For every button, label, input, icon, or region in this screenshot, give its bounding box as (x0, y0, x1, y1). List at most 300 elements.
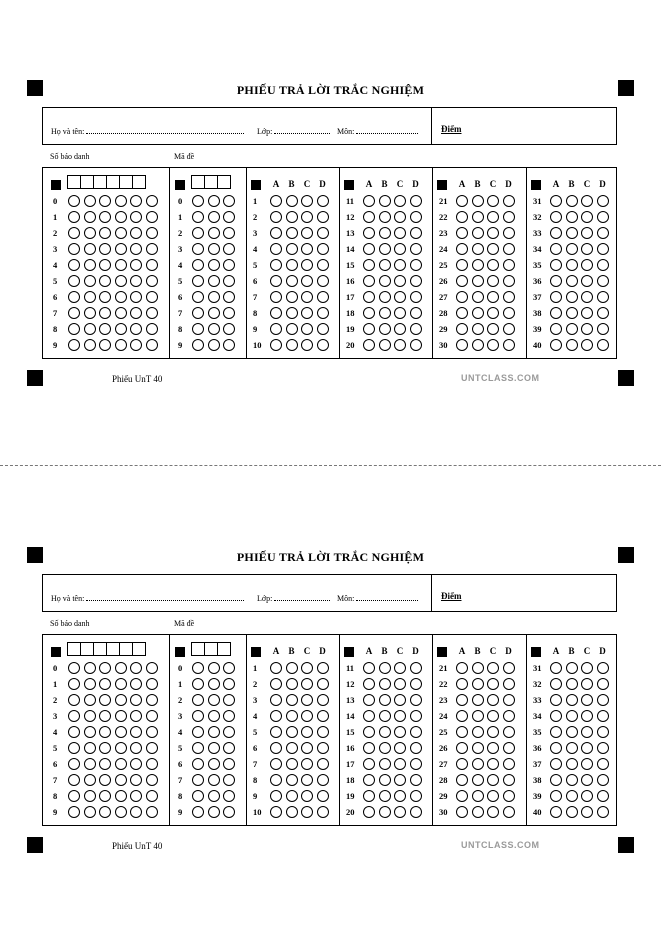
answer-bubble-c[interactable] (581, 211, 593, 223)
digit-bubble[interactable] (115, 678, 127, 690)
answer-bubble-a[interactable] (550, 694, 562, 706)
digit-bubble[interactable] (99, 243, 111, 255)
digit-bubble[interactable] (115, 710, 127, 722)
answer-bubble-b[interactable] (286, 694, 298, 706)
answer-bubble-b[interactable] (472, 307, 484, 319)
digit-bubble[interactable] (68, 694, 80, 706)
answer-bubble-a[interactable] (363, 758, 375, 770)
answer-bubble-c[interactable] (487, 758, 499, 770)
digit-bubble[interactable] (99, 275, 111, 287)
answer-bubble-b[interactable] (472, 339, 484, 351)
answer-bubble-a[interactable] (456, 211, 468, 223)
answer-bubble-a[interactable] (456, 742, 468, 754)
answer-bubble-c[interactable] (301, 774, 313, 786)
answer-bubble-b[interactable] (379, 227, 391, 239)
digit-bubble[interactable] (223, 806, 235, 818)
digit-bubble[interactable] (146, 291, 158, 303)
answer-bubble-b[interactable] (286, 790, 298, 802)
answer-bubble-b[interactable] (566, 339, 578, 351)
answer-bubble-a[interactable] (270, 774, 282, 786)
digit-bubble[interactable] (146, 694, 158, 706)
id-digit-box[interactable] (80, 642, 94, 656)
digit-bubble[interactable] (84, 662, 96, 674)
answer-bubble-d[interactable] (317, 710, 329, 722)
digit-bubble[interactable] (192, 726, 204, 738)
answer-bubble-c[interactable] (581, 275, 593, 287)
answer-bubble-d[interactable] (597, 742, 609, 754)
answer-bubble-a[interactable] (363, 275, 375, 287)
answer-bubble-c[interactable] (487, 259, 499, 271)
answer-bubble-a[interactable] (550, 790, 562, 802)
answer-bubble-b[interactable] (566, 227, 578, 239)
digit-bubble[interactable] (146, 806, 158, 818)
class-blank[interactable] (274, 126, 330, 134)
code-digit-box[interactable] (204, 642, 218, 656)
answer-bubble-d[interactable] (410, 710, 422, 722)
answer-bubble-c[interactable] (301, 259, 313, 271)
answer-bubble-c[interactable] (581, 774, 593, 786)
digit-bubble[interactable] (115, 243, 127, 255)
answer-bubble-c[interactable] (394, 790, 406, 802)
digit-bubble[interactable] (99, 790, 111, 802)
answer-bubble-b[interactable] (286, 323, 298, 335)
name-field[interactable] (51, 126, 244, 136)
digit-bubble[interactable] (223, 243, 235, 255)
answer-bubble-a[interactable] (550, 243, 562, 255)
digit-bubble[interactable] (146, 710, 158, 722)
answer-bubble-a[interactable] (270, 790, 282, 802)
digit-bubble[interactable] (208, 243, 220, 255)
digit-bubble[interactable] (146, 790, 158, 802)
answer-bubble-a[interactable] (270, 323, 282, 335)
answer-bubble-d[interactable] (410, 323, 422, 335)
digit-bubble[interactable] (68, 726, 80, 738)
digit-bubble[interactable] (223, 227, 235, 239)
answer-bubble-c[interactable] (487, 307, 499, 319)
answer-bubble-a[interactable] (550, 291, 562, 303)
answer-bubble-c[interactable] (487, 742, 499, 754)
answer-bubble-d[interactable] (503, 307, 515, 319)
answer-bubble-d[interactable] (503, 291, 515, 303)
answer-bubble-a[interactable] (456, 243, 468, 255)
digit-bubble[interactable] (192, 259, 204, 271)
digit-bubble[interactable] (68, 291, 80, 303)
answer-bubble-c[interactable] (487, 694, 499, 706)
answer-bubble-d[interactable] (597, 259, 609, 271)
answer-bubble-c[interactable] (394, 710, 406, 722)
digit-bubble[interactable] (99, 806, 111, 818)
answer-bubble-c[interactable] (301, 211, 313, 223)
class-field[interactable] (257, 126, 330, 136)
answer-bubble-a[interactable] (550, 726, 562, 738)
digit-bubble[interactable] (84, 774, 96, 786)
digit-bubble[interactable] (115, 339, 127, 351)
answer-bubble-a[interactable] (363, 774, 375, 786)
digit-bubble[interactable] (208, 227, 220, 239)
id-digit-box[interactable] (119, 175, 133, 189)
digit-bubble[interactable] (99, 195, 111, 207)
answer-bubble-d[interactable] (317, 291, 329, 303)
digit-bubble[interactable] (146, 195, 158, 207)
answer-bubble-b[interactable] (472, 243, 484, 255)
digit-bubble[interactable] (115, 742, 127, 754)
answer-bubble-c[interactable] (394, 742, 406, 754)
answer-bubble-a[interactable] (456, 291, 468, 303)
answer-bubble-c[interactable] (394, 243, 406, 255)
answer-bubble-a[interactable] (550, 339, 562, 351)
answer-bubble-b[interactable] (566, 774, 578, 786)
answer-bubble-b[interactable] (286, 742, 298, 754)
answer-bubble-a[interactable] (550, 742, 562, 754)
answer-bubble-c[interactable] (301, 227, 313, 239)
answer-bubble-b[interactable] (379, 291, 391, 303)
digit-bubble[interactable] (130, 339, 142, 351)
answer-bubble-a[interactable] (270, 211, 282, 223)
digit-bubble[interactable] (99, 259, 111, 271)
digit-bubble[interactable] (208, 726, 220, 738)
answer-bubble-b[interactable] (379, 726, 391, 738)
answer-bubble-d[interactable] (410, 694, 422, 706)
answer-bubble-a[interactable] (550, 323, 562, 335)
name-blank[interactable] (86, 126, 244, 134)
answer-bubble-a[interactable] (550, 275, 562, 287)
answer-bubble-d[interactable] (410, 243, 422, 255)
answer-bubble-d[interactable] (317, 678, 329, 690)
answer-bubble-d[interactable] (317, 227, 329, 239)
digit-bubble[interactable] (84, 291, 96, 303)
answer-bubble-a[interactable] (270, 291, 282, 303)
digit-bubble[interactable] (130, 774, 142, 786)
answer-bubble-b[interactable] (379, 323, 391, 335)
answer-bubble-a[interactable] (270, 710, 282, 722)
digit-bubble[interactable] (146, 758, 158, 770)
digit-bubble[interactable] (84, 742, 96, 754)
answer-bubble-d[interactable] (317, 339, 329, 351)
answer-bubble-a[interactable] (456, 678, 468, 690)
answer-bubble-d[interactable] (597, 291, 609, 303)
answer-bubble-d[interactable] (503, 323, 515, 335)
answer-bubble-d[interactable] (503, 211, 515, 223)
answer-bubble-a[interactable] (456, 259, 468, 271)
answer-bubble-d[interactable] (410, 806, 422, 818)
answer-bubble-d[interactable] (317, 195, 329, 207)
digit-bubble[interactable] (68, 806, 80, 818)
digit-bubble[interactable] (115, 259, 127, 271)
answer-bubble-c[interactable] (301, 662, 313, 674)
answer-bubble-a[interactable] (270, 195, 282, 207)
digit-bubble[interactable] (208, 790, 220, 802)
answer-bubble-b[interactable] (286, 678, 298, 690)
digit-bubble[interactable] (208, 211, 220, 223)
answer-bubble-b[interactable] (472, 195, 484, 207)
digit-bubble[interactable] (84, 806, 96, 818)
digit-bubble[interactable] (68, 275, 80, 287)
digit-bubble[interactable] (223, 211, 235, 223)
digit-bubble[interactable] (146, 243, 158, 255)
answer-bubble-a[interactable] (363, 678, 375, 690)
digit-bubble[interactable] (99, 227, 111, 239)
digit-bubble[interactable] (99, 774, 111, 786)
digit-bubble[interactable] (130, 678, 142, 690)
answer-bubble-d[interactable] (317, 694, 329, 706)
answer-bubble-a[interactable] (550, 307, 562, 319)
answer-bubble-a[interactable] (270, 259, 282, 271)
answer-bubble-d[interactable] (410, 275, 422, 287)
answer-bubble-d[interactable] (597, 339, 609, 351)
digit-bubble[interactable] (68, 323, 80, 335)
digit-bubble[interactable] (68, 790, 80, 802)
answer-bubble-d[interactable] (317, 742, 329, 754)
digit-bubble[interactable] (68, 307, 80, 319)
answer-bubble-b[interactable] (566, 195, 578, 207)
answer-bubble-c[interactable] (394, 323, 406, 335)
digit-bubble[interactable] (115, 275, 127, 287)
digit-bubble[interactable] (130, 243, 142, 255)
answer-bubble-a[interactable] (550, 195, 562, 207)
answer-bubble-a[interactable] (363, 806, 375, 818)
digit-bubble[interactable] (68, 678, 80, 690)
answer-bubble-b[interactable] (472, 742, 484, 754)
answer-bubble-d[interactable] (503, 694, 515, 706)
answer-bubble-d[interactable] (317, 662, 329, 674)
answer-bubble-a[interactable] (550, 710, 562, 722)
answer-bubble-d[interactable] (597, 758, 609, 770)
answer-bubble-d[interactable] (317, 211, 329, 223)
digit-bubble[interactable] (115, 323, 127, 335)
digit-bubble[interactable] (146, 774, 158, 786)
digit-bubble[interactable] (192, 227, 204, 239)
answer-bubble-c[interactable] (301, 307, 313, 319)
answer-bubble-c[interactable] (581, 726, 593, 738)
answer-bubble-c[interactable] (581, 307, 593, 319)
answer-bubble-c[interactable] (301, 323, 313, 335)
answer-bubble-a[interactable] (456, 275, 468, 287)
id-digit-box[interactable] (132, 642, 146, 656)
answer-bubble-c[interactable] (487, 790, 499, 802)
answer-bubble-c[interactable] (487, 243, 499, 255)
answer-bubble-a[interactable] (363, 710, 375, 722)
answer-bubble-b[interactable] (566, 790, 578, 802)
answer-bubble-b[interactable] (379, 307, 391, 319)
answer-bubble-a[interactable] (363, 307, 375, 319)
digit-bubble[interactable] (146, 259, 158, 271)
answer-bubble-c[interactable] (581, 227, 593, 239)
digit-bubble[interactable] (223, 259, 235, 271)
digit-bubble[interactable] (130, 758, 142, 770)
answer-bubble-d[interactable] (503, 195, 515, 207)
digit-bubble[interactable] (192, 806, 204, 818)
answer-bubble-b[interactable] (566, 259, 578, 271)
answer-bubble-b[interactable] (566, 211, 578, 223)
digit-bubble[interactable] (68, 211, 80, 223)
digit-bubble[interactable] (208, 662, 220, 674)
digit-bubble[interactable] (223, 790, 235, 802)
answer-bubble-d[interactable] (503, 275, 515, 287)
digit-bubble[interactable] (192, 307, 204, 319)
answer-bubble-b[interactable] (379, 211, 391, 223)
answer-bubble-c[interactable] (581, 291, 593, 303)
digit-bubble[interactable] (146, 227, 158, 239)
digit-bubble[interactable] (223, 307, 235, 319)
answer-bubble-a[interactable] (550, 678, 562, 690)
digit-bubble[interactable] (130, 694, 142, 706)
answer-bubble-b[interactable] (379, 662, 391, 674)
answer-bubble-d[interactable] (503, 710, 515, 722)
answer-bubble-d[interactable] (503, 243, 515, 255)
answer-bubble-b[interactable] (379, 195, 391, 207)
answer-bubble-a[interactable] (363, 726, 375, 738)
answer-bubble-c[interactable] (301, 275, 313, 287)
answer-bubble-a[interactable] (363, 291, 375, 303)
digit-bubble[interactable] (146, 211, 158, 223)
answer-bubble-d[interactable] (597, 806, 609, 818)
digit-bubble[interactable] (115, 662, 127, 674)
answer-bubble-c[interactable] (394, 774, 406, 786)
answer-bubble-d[interactable] (317, 275, 329, 287)
answer-bubble-d[interactable] (503, 790, 515, 802)
answer-bubble-c[interactable] (301, 339, 313, 351)
digit-bubble[interactable] (223, 758, 235, 770)
answer-bubble-a[interactable] (456, 806, 468, 818)
digit-bubble[interactable] (192, 323, 204, 335)
digit-bubble[interactable] (99, 678, 111, 690)
answer-bubble-b[interactable] (286, 275, 298, 287)
answer-bubble-a[interactable] (270, 243, 282, 255)
answer-bubble-b[interactable] (379, 243, 391, 255)
answer-bubble-d[interactable] (597, 774, 609, 786)
digit-bubble[interactable] (192, 742, 204, 754)
answer-bubble-a[interactable] (456, 710, 468, 722)
digit-bubble[interactable] (208, 339, 220, 351)
answer-bubble-b[interactable] (379, 710, 391, 722)
answer-bubble-d[interactable] (597, 678, 609, 690)
answer-bubble-c[interactable] (487, 339, 499, 351)
digit-bubble[interactable] (115, 227, 127, 239)
id-digit-box[interactable] (119, 642, 133, 656)
answer-bubble-d[interactable] (410, 291, 422, 303)
id-digit-box[interactable] (106, 642, 120, 656)
answer-bubble-d[interactable] (503, 758, 515, 770)
answer-bubble-d[interactable] (597, 211, 609, 223)
digit-bubble[interactable] (192, 662, 204, 674)
subject-field[interactable] (337, 126, 418, 136)
id-digit-box[interactable] (106, 175, 120, 189)
answer-bubble-d[interactable] (410, 678, 422, 690)
digit-bubble[interactable] (130, 710, 142, 722)
digit-bubble[interactable] (208, 291, 220, 303)
digit-bubble[interactable] (130, 195, 142, 207)
digit-bubble[interactable] (223, 726, 235, 738)
digit-bubble[interactable] (130, 259, 142, 271)
digit-bubble[interactable] (192, 243, 204, 255)
digit-bubble[interactable] (115, 291, 127, 303)
digit-bubble[interactable] (146, 726, 158, 738)
answer-bubble-b[interactable] (566, 678, 578, 690)
digit-bubble[interactable] (68, 195, 80, 207)
answer-bubble-d[interactable] (317, 243, 329, 255)
digit-bubble[interactable] (208, 275, 220, 287)
answer-bubble-a[interactable] (363, 323, 375, 335)
answer-bubble-c[interactable] (301, 195, 313, 207)
digit-bubble[interactable] (192, 710, 204, 722)
answer-bubble-c[interactable] (581, 678, 593, 690)
digit-bubble[interactable] (208, 742, 220, 754)
answer-bubble-c[interactable] (581, 339, 593, 351)
subject-field[interactable] (337, 593, 418, 603)
answer-bubble-a[interactable] (270, 275, 282, 287)
answer-bubble-b[interactable] (566, 726, 578, 738)
answer-bubble-a[interactable] (363, 211, 375, 223)
answer-bubble-b[interactable] (566, 291, 578, 303)
code-digit-box[interactable] (217, 175, 231, 189)
answer-bubble-b[interactable] (472, 790, 484, 802)
answer-bubble-c[interactable] (487, 774, 499, 786)
digit-bubble[interactable] (223, 323, 235, 335)
answer-bubble-a[interactable] (456, 694, 468, 706)
digit-bubble[interactable] (146, 323, 158, 335)
digit-bubble[interactable] (208, 195, 220, 207)
digit-bubble[interactable] (223, 291, 235, 303)
answer-bubble-b[interactable] (286, 291, 298, 303)
digit-bubble[interactable] (208, 307, 220, 319)
answer-bubble-a[interactable] (456, 662, 468, 674)
answer-bubble-c[interactable] (394, 806, 406, 818)
answer-bubble-b[interactable] (566, 710, 578, 722)
digit-bubble[interactable] (130, 806, 142, 818)
digit-bubble[interactable] (130, 291, 142, 303)
code-digit-box[interactable] (217, 642, 231, 656)
answer-bubble-c[interactable] (301, 742, 313, 754)
answer-bubble-d[interactable] (597, 243, 609, 255)
digit-bubble[interactable] (84, 339, 96, 351)
digit-bubble[interactable] (68, 662, 80, 674)
answer-bubble-c[interactable] (394, 694, 406, 706)
answer-bubble-a[interactable] (456, 726, 468, 738)
answer-bubble-c[interactable] (394, 195, 406, 207)
answer-bubble-b[interactable] (379, 275, 391, 287)
answer-bubble-c[interactable] (394, 726, 406, 738)
digit-bubble[interactable] (192, 275, 204, 287)
answer-bubble-c[interactable] (487, 275, 499, 287)
digit-bubble[interactable] (99, 710, 111, 722)
answer-bubble-d[interactable] (410, 742, 422, 754)
digit-bubble[interactable] (146, 662, 158, 674)
answer-bubble-b[interactable] (286, 774, 298, 786)
digit-bubble[interactable] (99, 339, 111, 351)
answer-bubble-c[interactable] (301, 678, 313, 690)
answer-bubble-b[interactable] (379, 774, 391, 786)
answer-bubble-a[interactable] (456, 774, 468, 786)
answer-bubble-d[interactable] (410, 195, 422, 207)
answer-bubble-c[interactable] (487, 806, 499, 818)
answer-bubble-b[interactable] (566, 307, 578, 319)
answer-bubble-c[interactable] (581, 758, 593, 770)
answer-bubble-c[interactable] (394, 758, 406, 770)
answer-bubble-c[interactable] (301, 291, 313, 303)
digit-bubble[interactable] (130, 323, 142, 335)
answer-bubble-d[interactable] (503, 227, 515, 239)
answer-bubble-a[interactable] (456, 323, 468, 335)
answer-bubble-b[interactable] (472, 758, 484, 770)
digit-bubble[interactable] (68, 774, 80, 786)
id-digit-box[interactable] (93, 642, 107, 656)
answer-bubble-c[interactable] (487, 710, 499, 722)
answer-bubble-b[interactable] (286, 195, 298, 207)
answer-bubble-c[interactable] (394, 291, 406, 303)
answer-bubble-d[interactable] (410, 227, 422, 239)
answer-bubble-a[interactable] (550, 211, 562, 223)
answer-bubble-a[interactable] (270, 662, 282, 674)
